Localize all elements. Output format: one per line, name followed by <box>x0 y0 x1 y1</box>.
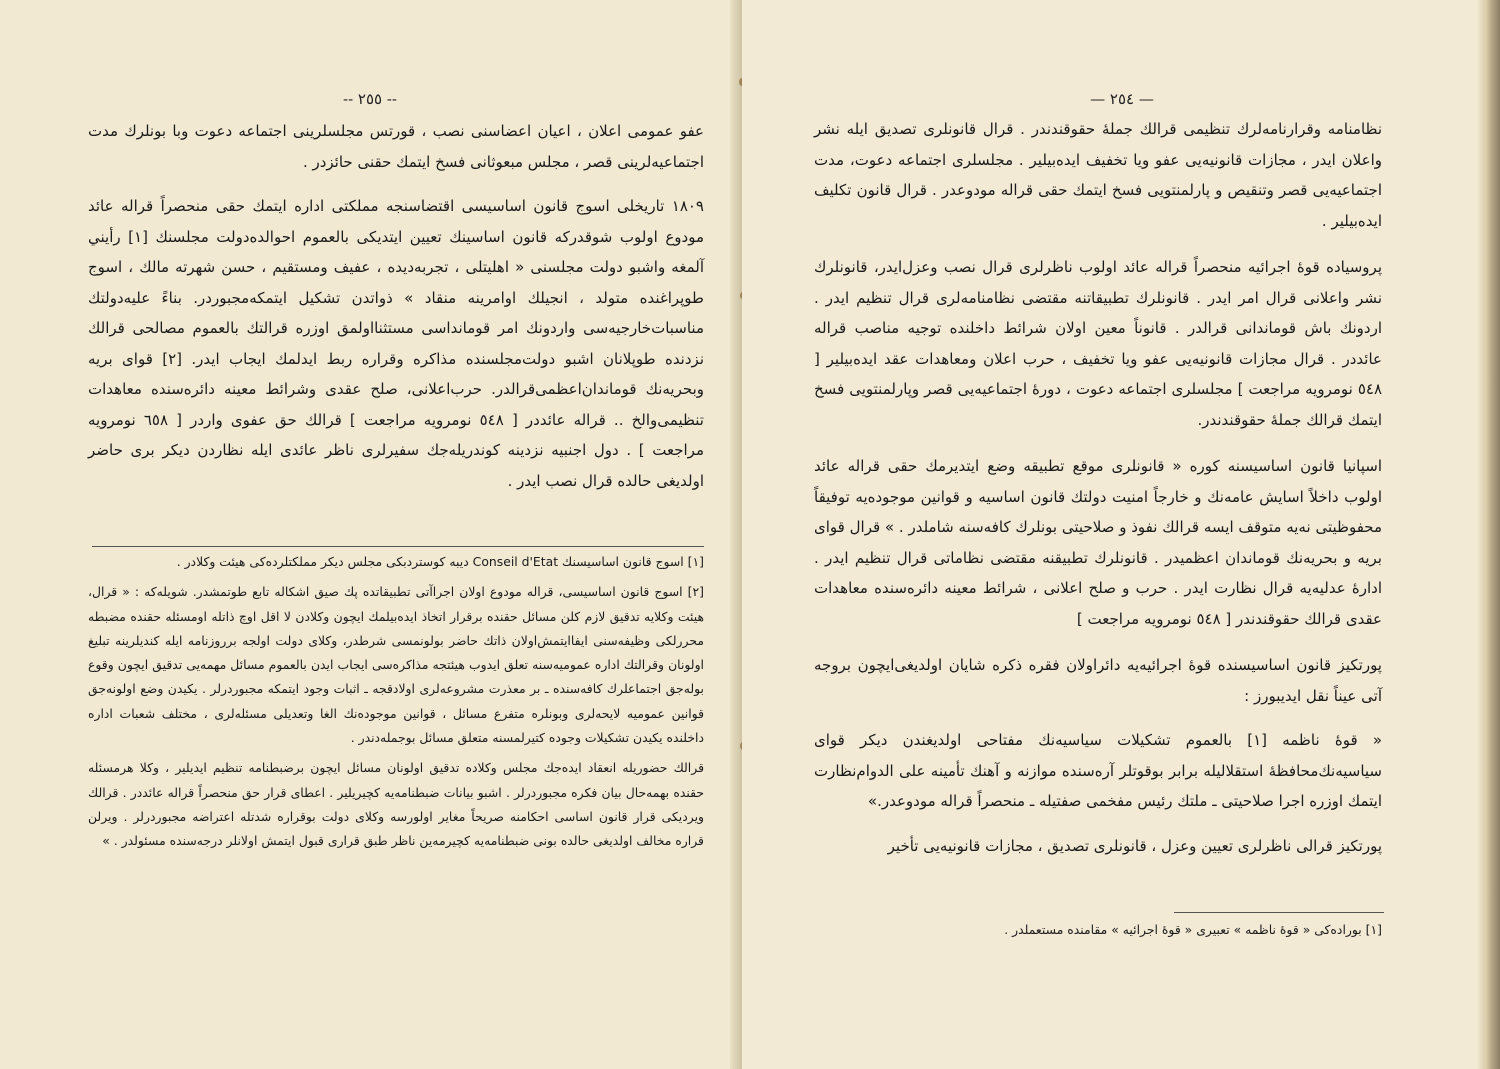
footnote-divider <box>1174 912 1384 913</box>
page-number: — ٢٥٤ — <box>1090 90 1154 108</box>
footnote: قرالك حضوريله انعقاد ايده‌جك مجلس وكلاده تدقيق اولونان مسائل ايچون برضبطنامه تنظيم ايديلير ، وكلا هرمسئله حقنده بهمه‌حال بيان فكره مجبوردرلر . اشبو بيانات ضبطنامه‌يه كچيريلير . اعطاى قرار حق منحصراً قراله عائددر . قرالك ويرديكى قرار قانون اساسى احكامنه صريحاً مغاير اولورسه وكلاى دولت بوقراره شدتله اعتراضه مجبوردرلر . ويرلن قراره مخالف اولديغى حالده بونى ضبطنامه‌يه كچيرمه‌ين ناظر طبق قرارى قبول ايتمش اولانلر درجه‌سنده مسئولدر . » <box>88 760 704 849</box>
paragraph: اسپانيا قانون اساسيسنه كوره « قانونلرى موقع تطبيقه وضع ايتديرمك حقى قراله عائد اولوب داخلاً اسايش عامه‌نك و خارجاً امنيت دولتك قانون اساسيه و قوانين موجوده‌يه توفيقاً محفوظيتى نه‌يه متوقف ايسه قرالك نفوذ و صلاحيتى بونلرك كافه‌سنه شاملدر . » قرال قواى بريه و بحريه‌نك قوماندان اعظميدر . قانونلرك تطبيقنه مقتضى نظاماتى قرال تنظيم ايدر . ادارهٔ عدليه‌يه قرال نظارت ايدر . حرب و صلح اعلانى ، شرائط معينه دائره‌سنده معاهدات عقدى قرالك حقوقندندر [ ٥٤٨ نومرويه مراجعت ] <box>814 457 1382 628</box>
paragraph: ١٨٠٩ تاريخلى اسوج قانون اساسيسى اقتضاسنجه مملكتى اداره ايتمك حقى منحصراً قراله عائد مودوع اولوب شوقدركه قانون اساسينك تعيين ايتديكى بالعموم احوالده‌دولت مجلسنك [١] رأيني آلمغه واشبو دولت مجلسنى « اهليتلى ، تجربه‌ديده ، عفيف ومستقيم ، حسن شهرته مالك ، اسوج طوپراغنده متولد ، انجيلك اوامرينه منقاد » ذواتدن تشكيل ايتمكه‌مجبوردر. بناءً عليه‌دولتك مناسبات‌خارجيه‌سى واردونك امر قوماندا‌سى مستثنا‌اولمق اوزره قرالتك بالعموم مصالحى قرالك نزدنده طوپلانان اشبو دولت‌مجلسنده مذاكره وقراره ربط ايدلمك ايجاب ايدر. [٢] قواى بريه وبحريه‌نك قوماندان‌اعظمى‌قرالدر. حرب‌اعلانى، صلح عقدى وشرائط معينه دائره‌سنده معاهدات تنظيمى‌والخ .. قراله عائددر [ ٥٤٨ نومرويه مراجعت ] قرالك حق عفوى واردر [ ٦٥٨ نومرويه مراجعت ] . دول اجنبيه نزدينه كوندريله‌جك سفيرلرى ناظر عائدى ايله نظاردن ديكر برى حاضر اولديغى حالده قرال نصب ايدر . <box>88 197 704 490</box>
footnote: [٢] اسوج قانون اساسيسى، قراله مودوع اولان اجراآتى تطبيقاتده پك صيق اشكاله تابع طوتمشدر. شويله‌كه : « قرال، هيئت وكلايه تدقيق لازم كلن مسائل حقنده برقرار اتخاذ ايده‌بيلمك ايچون وكلادن لا اقل اوچ ذاتله اومسئله حقنده مضبطه محررلكى وظيفه‌سنى ايفاايتمش‌اولان ذاتك حاضر بولونمسى شرطدر، وكلاى دولت اولجه برروزنامه ايله كنديلرينه تبليغ اولونان وقرالتك اداره عموميه‌سنه تعلق ايدوب هيئتجه مذاكره‌سى ايجاب ايدن بالعموم مسائل مهمه‌يى تدقيق ايچون وقوع بوله‌جق اجتماعلرك كافه‌سنده ـ بر معذرت مشروعه‌لرى اولادقجه ـ اثبات وجود ايتمكه مجبوردرلر . يكيدن وضع اولونه‌جق قوانين عموميه لايحه‌لرى وبونلره متفرع مسائل ، قوانين موجوده‌نك الغا وتعديلى مسئله‌لرى ، مختلف شعبات اداره داخلنده يكيدن تشكيلات وجوده كتيرلمسنه متعلق مسائل بوجمله‌دندر . <box>88 584 704 746</box>
body-text <box>88 116 704 496</box>
footnote: [١] اسوج قانون اساسيسنك Conseil d'Etat ديبه كوستردبكى مجلس ديكر مملكتلرده‌كى هيئت وكلادر . <box>176 554 704 569</box>
paragraph: پورتكيز قانون اساسيسنده قوهٔ اجرائيه‌يه دائراولان فقره ذكره شايان اولديغى‌ايچون بروجه آتى عيناً نقل ايديبورز : <box>814 656 1382 705</box>
paragraph: پورتكيز قرالى ناظرلرى تعيين وعزل ، قانونلرى تصديق ، مجازات قانونيه‌يى تأخير <box>887 836 1382 855</box>
watermark-shape <box>600 520 635 625</box>
footnote: [١] بوراده‌كى « قوهٔ ناظمه » تعبيرى « قوهٔ اجرائيه » مقامنده مستعملدر . <box>1004 922 1382 937</box>
right-page <box>742 0 1500 1069</box>
body-text <box>814 114 1382 861</box>
paragraph: پروسياده قوهٔ اجرائيه منحصراً قراله عائد اولوب ناظرلرى قرال نصب وعزل‌ايدر، قانونلرك نشر واعلانى قرال امر ايدر . قانونلرك تطبيقاتنه مقتضى نظامنامه‌لرى قرال تنظيم ايدر . اردونك باش قوماندانى قرالدر . قانوناً معين اولان شرائط داخلنده توجيه مناصب قراله عائددر . قرال مجازات قانونيه‌يى عفو ويا تخفيف ، حرب اعلان ومعاهدات عقد ايده‌بيلير [ ٥٤٨ نومرويه مراجعت ] مجلسلرى اجتماعه دعوت ، دورهٔ اجتماعيه‌يى قصر وپارلمنتويى فسخ ايتمك قرالك جملهٔ حقوقندندر. <box>814 258 1382 429</box>
footnotes <box>814 918 1382 942</box>
page-edge <box>1478 0 1500 1069</box>
paragraph: نظامنامه وقرارنامه‌لرك تنظيمى قرالك جملهٔ حقوقندندر . قرال قانونلرى تصديق ايله نشر واعلان ايدر ، مجازات قانونيه‌يى عفو ويا تخفيف ايده‌بيلير . مجلسلرى اجتماعه دعوت، مدت اجتماعيه‌يى قصر وتنقيص و پارلمنتويى فسخ ايتمك حقى قراله مودوعدر . قرال قانون تكليف ايده‌بيلير . <box>814 120 1382 230</box>
page-number: -- ٢٥٥ -- <box>343 90 397 108</box>
paragraph: عفو عمومى اعلان ، اعيان اعضاسنى نصب ، قورتس مجلسلرينى اجتماعه دعوت وبا بونلرك مدت اجتماعيه‌لرينى قصر ، مجلس مبعوثانى فسخ ايتمك حقنى حائزدر . <box>88 122 704 171</box>
paragraph: « قوهٔ ناظمه [١] بالعموم تشكيلات سياسيه‌نك مفتاحى اولديغندن ديكر قواى سياسيه‌نك‌محافظهٔ استقلاليله برابر بوقوتلر آره‌سنده موازنه و آهنك تأمينه على الدوام‌نظارت ايتمك اوزره اجرا صلاحيتى ـ ملتك رئيس مفخمى صفتيله ـ منحصراً قراله مودوعدر.» <box>814 731 1383 810</box>
